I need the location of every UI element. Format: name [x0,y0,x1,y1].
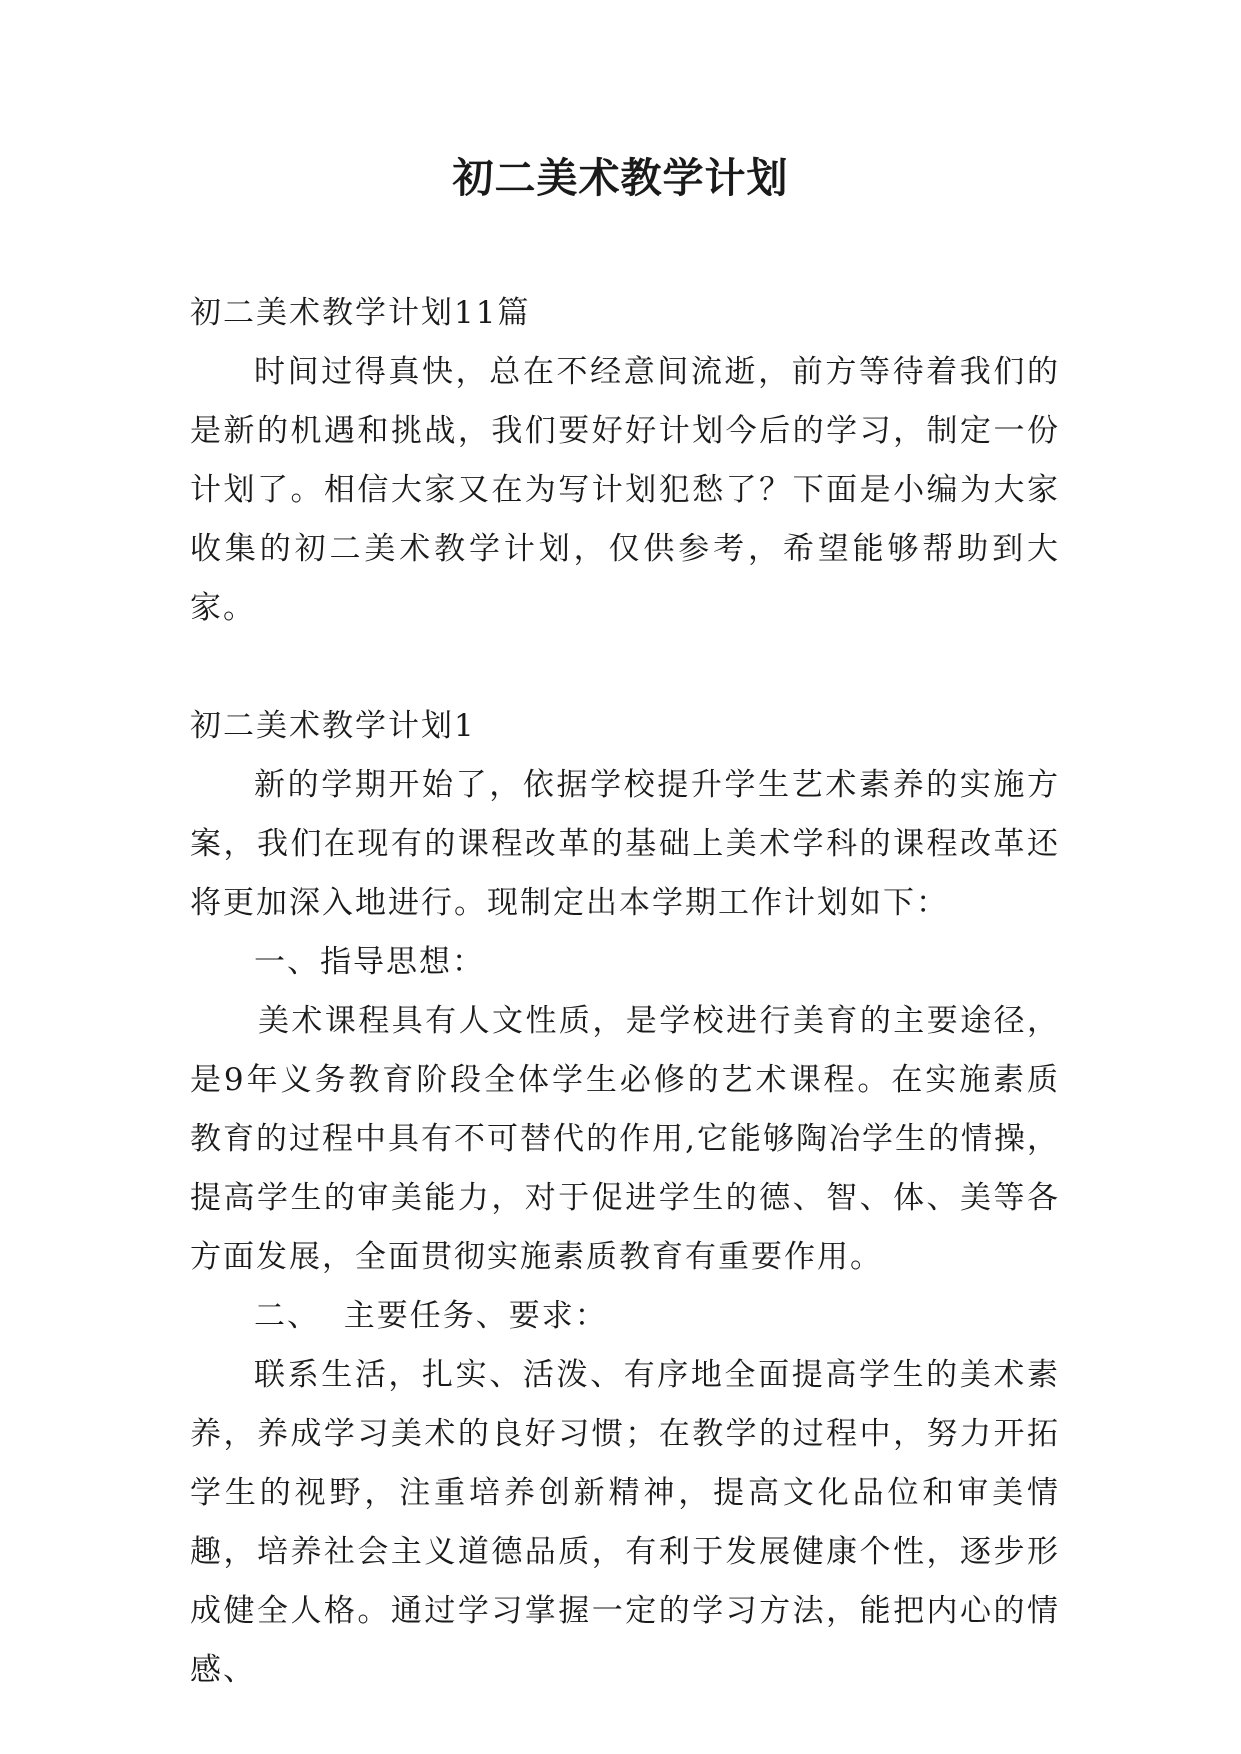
section-paragraph: 新的学期开始了，依据学校提升学生艺术素养的实施方案，我们在现有的课程改革的基础上美术学科的课程改革还将更加深入地进行。现制定出本学期工作计划如下： [190,767,1060,921]
document-title: 初二美术教学计划 [452,154,789,202]
paragraph-spacer [190,638,1060,697]
point-heading: 二、 主要任务、要求： [254,1298,608,1334]
intro-paragraph: 时间过得真快，总在不经意间流逝，前方等待着我们的是新的机遇和挑战，我们要好好计划今后的学习，制定一份计划了。相信大家又在为写计划犯愁了？下面是小编为大家收集的初二美术教学计划，仅供参考，希望能够帮助到大家。 [190,354,1060,626]
section-heading: 初二美术教学计划1 [190,708,476,744]
document-body [190,284,1060,1700]
document-subtitle: 初二美术教学计划11篇 [190,295,531,331]
point-heading: 一、指导思想： [254,944,485,980]
point-paragraph: 联系生活，扎实、活泼、有序地全面提高学生的美术素养，养成学习美术的良好习惯；在教学的过程中，努力开拓学生的视野，注重培养创新精神，提高文化品位和审美情趣，培养社会主义道德品质，有利于发展健康个性，逐步形成健全人格。通过学习掌握一定的学习方法，能把内心的情感、 [190,1357,1060,1688]
point-paragraph: 美术课程具有人文性质，是学校进行美育的主要途径，是9年义务教育阶段全体学生必修的艺术课程。在实施素质教育的过程中具有不可替代的作用,它能够陶冶学生的情操，提高学生的审美能力，对于促进学生的德、智、体、美等各方面发展，全面贯彻实施素质教育有重要作用。 [190,1003,1060,1275]
